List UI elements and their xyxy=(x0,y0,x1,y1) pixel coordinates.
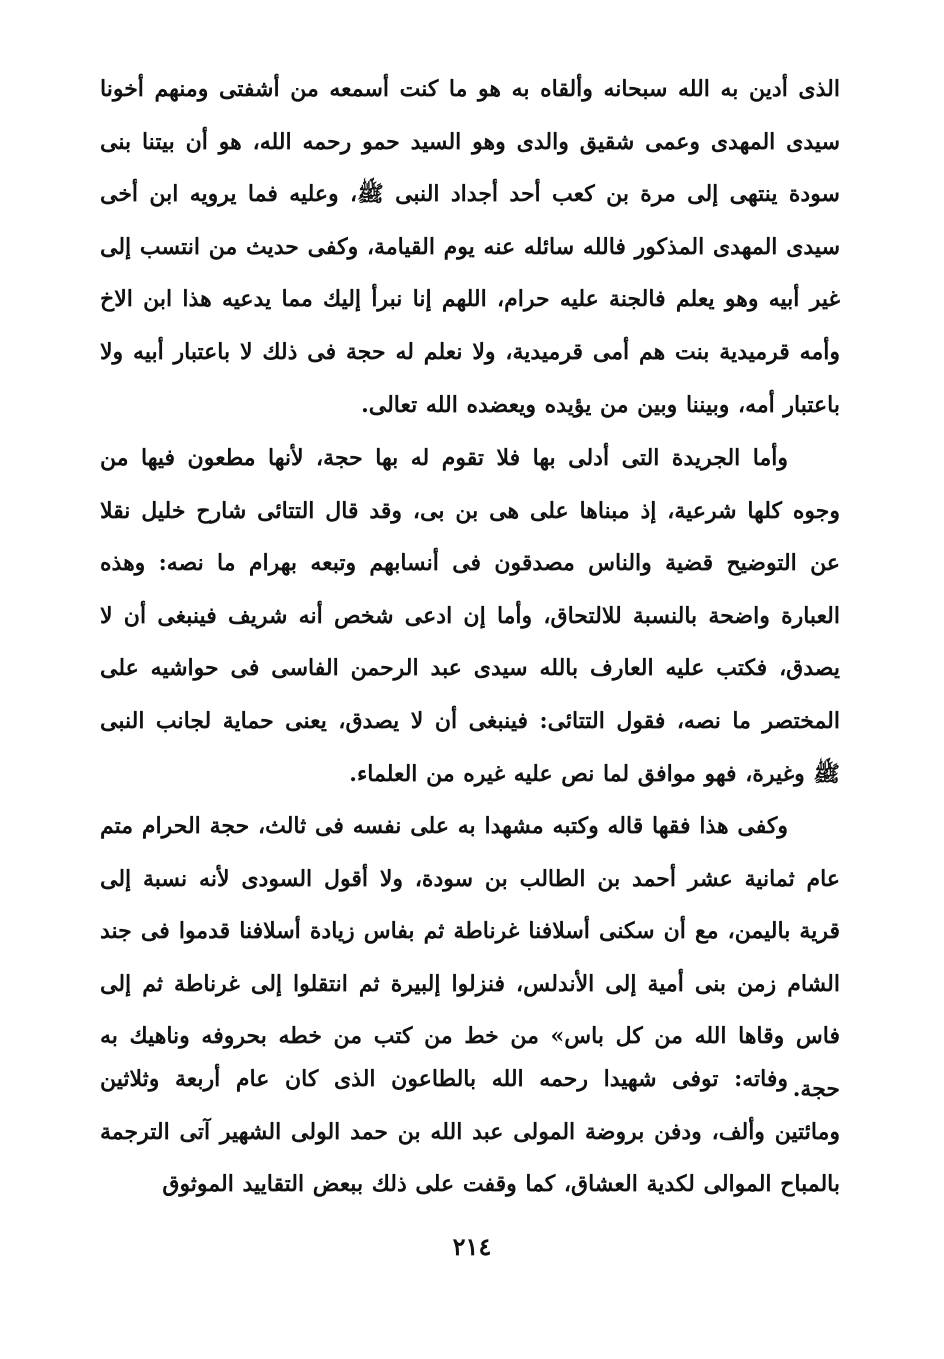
paragraph-2 xyxy=(100,432,840,800)
page-number: ٢١٤ xyxy=(452,1232,492,1261)
paragraph-1 xyxy=(100,63,840,431)
paragraph-4 xyxy=(100,1053,840,1211)
paragraph-3-text: وكفى هذا فقها قاله وكتبه مشهدا به على نفسه فى ثالث، حجة الحرام متم عام ثمانية عشر أحمد بن الطالب بن سودة، ولا أقول السودى لأنه نسبة إلى قرية باليمن، مع أن سكنى أسلافنا غرناطة ثم بفاس زيادة أسلافنا قدموا فى جند الشام زمن بنى أمية إلى الأندلس، فنزلوا إلبيرة ثم انتقلوا إلى غرناطة ثم إلى فاس وقاها الله من كل باس» من خط من كتب من خطه بحروفه وناهيك به حجة. xyxy=(100,813,840,1102)
paragraph-1-text: الذى أدين به الله سبحانه وألقاه به هو ما كنت أسمعه من أشفتى ومنهم أخونا سيدى المهدى وعمى شقيق والدى وهو السيد حمو رحمه الله، هو أن بيتنا بنى سودة ينتهى إلى مرة بن كعب أحد أجداد النبى ﷺ، وعليه فما يرويه ابن أخى سيدى المهدى المذكور فالله سائله عنه يوم القيامة، وكفى حديث من انتسب إلى غير أبيه وهو يعلم فالجنة عليه حرام، اللهم إنا نبرأ إليك مما يدعيه هذا ابن الاخ وأمه قرميدية بنت هم أمى قرميدية، ولا نعلم له حجة فى ذلك لا باعتبار أبيه ولا باعتبار أمه، وبيننا وبين من يؤيده ويعضده الله تعالى. xyxy=(100,76,840,418)
paragraph-4-text: وفاته: توفى شهيدا رحمه الله بالطاعون الذى كان عام أربعة وثلاثين ومائتين وألف، ودفن بروضة المولى عبد الله بن حمد الولى الشهير آتى الترجمة بالمباح الموالى لكدية العشاق، كما وقفت على ذلك ببعض التقاييد الموثوق xyxy=(100,1066,840,1198)
paragraph-2-text: وأما الجريدة التى أدلى بها فلا تقوم له بها حجة، لأنها مطعون فيها من وجوه كلها شرعية، إذ مبناها على هى بن بى، وقد قال التتائى شارح خليل نقلا عن التوضيح قضية والناس مصدقون فى أنسابهم وتبعه بهرام ما نصه: وهذه العبارة واضحة بالنسبة للالتحاق، وأما إن ادعى شخص أنه شريف فينبغى أن لا يصدق، فكتب عليه العارف بالله سيدى عبد الرحمن الفاسى فى حواشيه على المختصر ما نصه، فقول التتائى: فينبغى أن لا يصدق، يعنى حماية لجانب النبى ﷺ وغيرة، فهو موافق لما نص عليه غيره من العلماء. xyxy=(100,445,840,787)
